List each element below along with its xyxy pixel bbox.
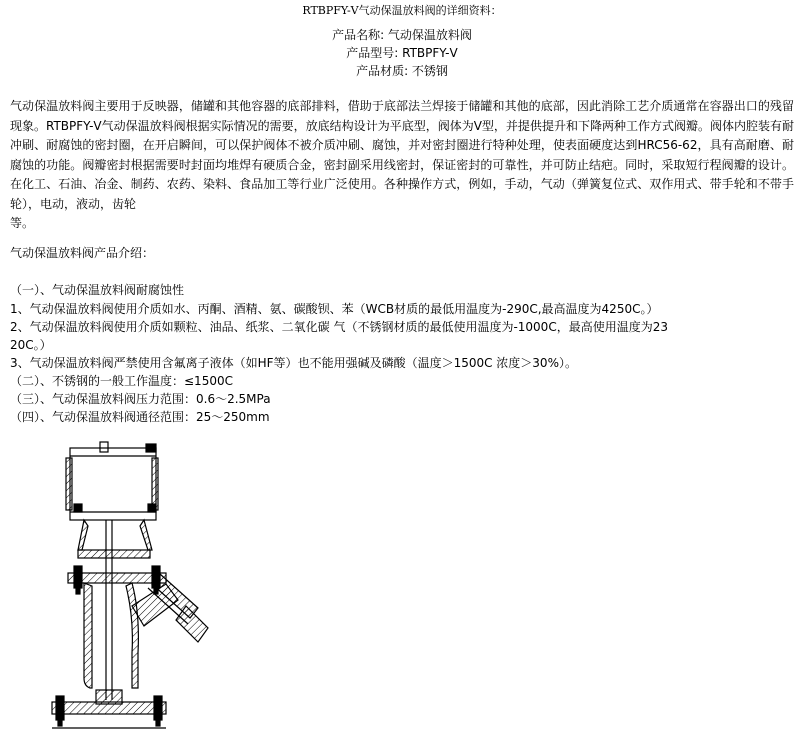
intro-end: 等。 [10, 216, 35, 230]
section4-line: （四）、气动保温放料阀通径范围：25～250mm [10, 410, 270, 424]
section2-line: （二）、不锈钢的一般工作温度：≤1500C [10, 374, 233, 388]
section1-item3: 3、气动保温放料阀严禁使用含氟离子液体（如HF等）也不能用强碱及磷酸（温度＞1500C 浓度＞30%）。 [10, 356, 577, 370]
product-material: 产品材质: 不锈钢 [356, 64, 448, 78]
product-model: 产品型号: RTBPFY-Ⅴ [346, 46, 458, 60]
section1-item2-cont: 20C。） [10, 338, 52, 352]
product-name: 产品名称: 气动保温放料阀 [332, 28, 472, 42]
intro-paragraph [10, 97, 794, 234]
section3-line: （三）、气动保温放料阀压力范围：0.6～2.5MPa [10, 392, 271, 406]
valve-drawing [48, 438, 228, 731]
page-heading: RTBPFY-Ⅴ气动保温放料阀的详细资料： [302, 4, 502, 17]
section1-item2: 2、气动保温放料阀使用介质如颗粒、油品、纸浆、二氧化碳 气（不锈钢材质的最低使用温度为-1000C，最高使用温度为23 [10, 320, 668, 334]
intro-text: 气动保温放料阀主要用于反映器，储罐和其他容器的底部排料，借助于底部法兰焊接于储罐和其他的底部，因此消除工艺介质通常在容器出口的残留现象。RTBPFY-Ⅴ气动保温放料阀根据实际情况的需要，放底结构设计为平底型，阀体为V型，并提供提升和下降两种工作方式阀瓣。阀体内腔装有耐冲刷、耐腐蚀的密封圈，在开启瞬间，可以保护阀体不被介质冲刷、腐蚀，并对密封圈进行特种处理，使表面硬度达到HRC56-62，具有高耐磨、耐腐蚀的功能。阀瓣密封根据需要时封面均堆焊有硬质合金，密封副采用线密封，保证密封的可靠性，并可防止结疤。同时，采取短行程阀瓣的设计。在化工、石油、冶金、制药、农药、染料、食品加工等行业广泛使用。各种操作方式，例如，手动，气动（弹簧复位式、双作用式、带手轮和不带手轮），电动，液动，齿轮 [10, 99, 794, 211]
section1-title: （一）、气动保温放料阀耐腐蚀性 [10, 283, 185, 297]
section1-item1: 1、气动保温放料阀使用介质如水、丙酮、酒精、氨、碳酸钡、苯（WCB材质的最低用温度为-290C,最高温度为4250C。） [10, 302, 659, 316]
section-title: 气动保温放料阀产品介绍： [10, 246, 155, 260]
